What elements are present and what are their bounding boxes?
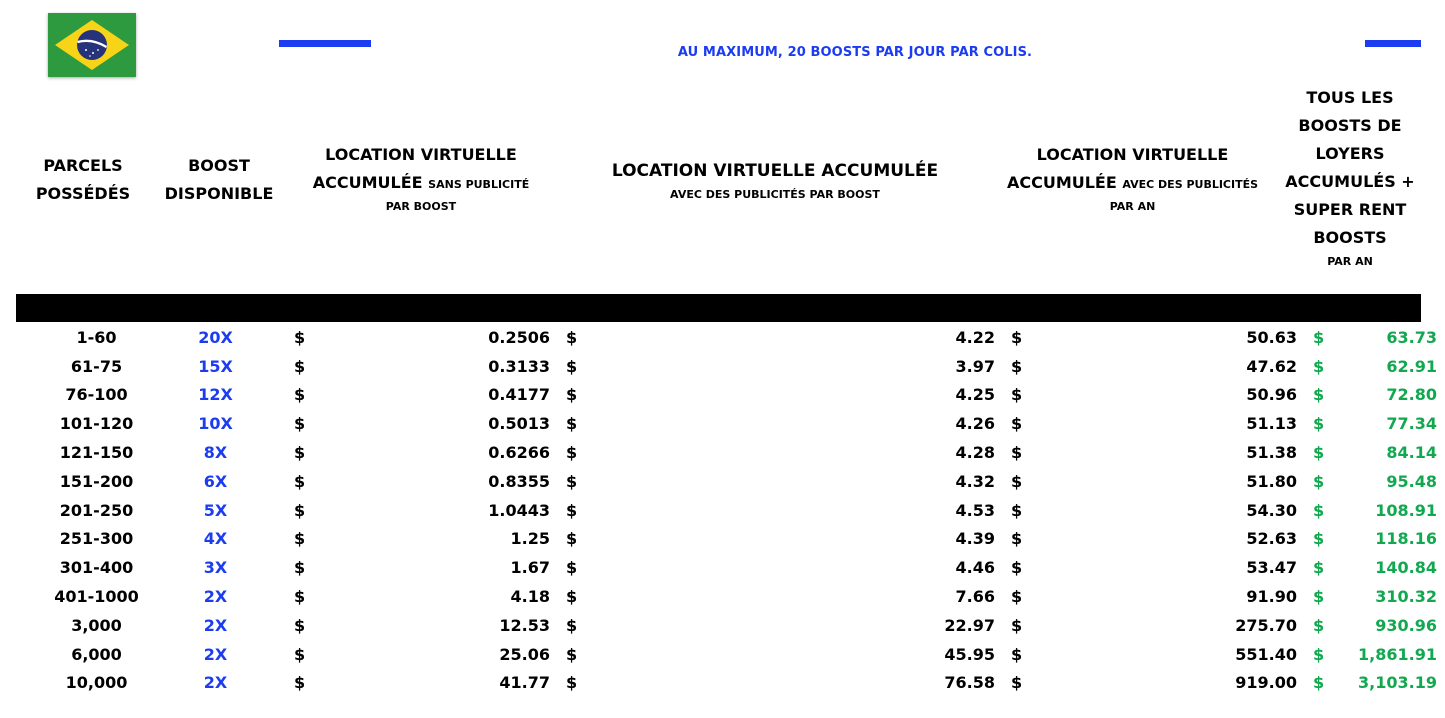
rent-no-ads-cell: 41.77 (499, 673, 550, 693)
super-rent-cell: 63.73 (1386, 327, 1437, 347)
boost-cell: 2X (203, 587, 228, 607)
parcels-cell: 201-250 (59, 500, 134, 520)
currency-cell: $ (294, 644, 306, 664)
currency-cell: $ (1011, 443, 1023, 463)
header-boost: BOOST DISPONIBLE (164, 156, 274, 203)
currency-cell: $ (1011, 471, 1023, 491)
boost-cell: 5X (203, 500, 228, 520)
currency-cell: $ (1011, 385, 1023, 405)
header-parcels: PARCELS POSSÉDÉS (35, 156, 131, 203)
parcels-cell: 101-120 (59, 414, 134, 434)
currency-cell: $ (294, 471, 306, 491)
currency-cell: $ (294, 500, 306, 520)
rent-no-ads-cell: 0.6266 (488, 443, 550, 463)
spacer-cell (254, 611, 294, 640)
rent-no-ads-cell: 4.18 (510, 587, 550, 607)
header-divider-band (16, 294, 1421, 322)
boost-cell: 2X (203, 673, 228, 693)
currency-cell: $ (566, 356, 578, 376)
table-row (16, 352, 1445, 381)
currency-cell: $ (1313, 615, 1325, 635)
rent-per-year-cell: 53.47 (1246, 558, 1297, 578)
currency-cell: $ (1313, 443, 1325, 463)
rent-with-ads-cell: 4.25 (955, 385, 995, 405)
rent-no-ads-cell: 1.67 (510, 558, 550, 578)
currency-cell: $ (1313, 529, 1325, 549)
super-rent-cell: 84.14 (1386, 443, 1437, 463)
parcels-cell: 151-200 (59, 471, 134, 491)
currency-cell: $ (1313, 500, 1325, 520)
rent-per-year-cell: 51.13 (1246, 414, 1297, 434)
currency-cell: $ (1313, 558, 1325, 578)
currency-cell: $ (294, 356, 306, 376)
header-super-rent: TOUS LES BOOSTS DE LOYERS ACCUMULÉS + SUPER RENT BOOSTS PAR AN (1285, 88, 1415, 268)
spacer-cell (254, 409, 294, 438)
currency-cell: $ (1313, 356, 1325, 376)
rent-with-ads-cell: 7.66 (955, 587, 995, 607)
currency-cell: $ (294, 587, 306, 607)
rent-no-ads-cell: 25.06 (499, 644, 550, 664)
header-rent-no-ads: LOCATION VIRTUELLE ACCUMULÉE SANS PUBLICITÉ PAR BOOST (312, 145, 530, 213)
rent-with-ads-cell: 4.46 (955, 558, 995, 578)
currency-cell: $ (294, 558, 306, 578)
header-rent-per-year: LOCATION VIRTUELLE ACCUMULÉE AVEC DES PUBLICITÉS PAR AN (1006, 145, 1259, 213)
parcels-cell: 121-150 (59, 443, 134, 463)
spacer-cell (254, 438, 294, 467)
currency-cell: $ (566, 673, 578, 693)
boost-limit-note: AU MAXIMUM, 20 BOOSTS PAR JOUR PAR COLIS. (677, 45, 1033, 60)
rent-with-ads-cell: 4.28 (955, 443, 995, 463)
rent-per-year-cell: 51.80 (1246, 471, 1297, 491)
currency-cell: $ (566, 644, 578, 664)
super-rent-cell: 1,861.91 (1358, 644, 1437, 664)
parcels-cell: 6,000 (71, 644, 122, 664)
rent-with-ads-cell: 4.22 (955, 327, 995, 347)
currency-cell: $ (1313, 587, 1325, 607)
boost-cell: 10X (198, 414, 233, 434)
currency-cell: $ (1011, 500, 1023, 520)
rent-per-year-cell: 919.00 (1235, 673, 1297, 693)
rent-per-year-cell: 275.70 (1235, 615, 1297, 635)
boost-cell: 4X (203, 529, 228, 549)
currency-cell: $ (1313, 327, 1325, 347)
super-rent-cell: 77.34 (1386, 414, 1437, 434)
currency-cell: $ (294, 327, 306, 347)
table-row (16, 409, 1445, 438)
boost-cell: 6X (203, 471, 228, 491)
header-rent-with-ads: LOCATION VIRTUELLE ACCUMULÉE AVEC DES PUBLICITÉS PAR BOOST (611, 161, 939, 201)
parcels-cell: 3,000 (71, 615, 122, 635)
parcels-cell: 1-60 (76, 327, 117, 347)
rent-no-ads-cell: 0.8355 (488, 471, 550, 491)
rent-per-year-cell: 91.90 (1246, 587, 1297, 607)
rent-with-ads-cell: 76.58 (944, 673, 995, 693)
currency-cell: $ (1011, 558, 1023, 578)
super-rent-cell: 3,103.19 (1358, 673, 1437, 693)
spacer-cell (254, 582, 294, 611)
super-rent-cell: 72.80 (1386, 385, 1437, 405)
super-rent-cell: 118.16 (1375, 529, 1437, 549)
boost-cell: 12X (198, 385, 233, 405)
boost-cell: 2X (203, 644, 228, 664)
currency-cell: $ (1313, 414, 1325, 434)
rent-per-year-cell: 50.63 (1246, 327, 1297, 347)
spacer-cell (254, 467, 294, 496)
currency-cell: $ (566, 471, 578, 491)
spacer-cell (254, 525, 294, 554)
table-row (16, 438, 1445, 467)
super-rent-cell: 310.32 (1375, 587, 1437, 607)
rent-no-ads-cell: 0.5013 (488, 414, 550, 434)
spacer-cell (254, 553, 294, 582)
currency-cell: $ (1313, 471, 1325, 491)
table-row (16, 467, 1445, 496)
currency-cell: $ (566, 385, 578, 405)
currency-cell: $ (566, 443, 578, 463)
boost-cell: 20X (198, 327, 233, 347)
rent-with-ads-cell: 22.97 (944, 615, 995, 635)
currency-cell: $ (294, 385, 306, 405)
rent-table (16, 323, 1445, 697)
boost-cell: 15X (198, 356, 233, 376)
rent-with-ads-cell: 4.39 (955, 529, 995, 549)
rent-no-ads-cell: 1.0443 (488, 500, 550, 520)
currency-cell: $ (1011, 587, 1023, 607)
currency-cell: $ (1011, 615, 1023, 635)
super-rent-cell: 62.91 (1386, 356, 1437, 376)
currency-cell: $ (1011, 327, 1023, 347)
currency-cell: $ (1011, 414, 1023, 434)
rent-with-ads-cell: 4.53 (955, 500, 995, 520)
rent-per-year-cell: 551.40 (1235, 644, 1297, 664)
currency-cell: $ (1313, 385, 1325, 405)
spacer-cell (254, 496, 294, 525)
table-row (16, 553, 1445, 582)
currency-cell: $ (566, 327, 578, 347)
currency-cell: $ (566, 529, 578, 549)
parcels-cell: 401-1000 (54, 587, 139, 607)
currency-cell: $ (1313, 644, 1325, 664)
boost-cell: 2X (203, 615, 228, 635)
super-rent-cell: 95.48 (1386, 471, 1437, 491)
rent-no-ads-cell: 0.2506 (488, 327, 550, 347)
rent-per-year-cell: 47.62 (1246, 356, 1297, 376)
rent-per-year-cell: 54.30 (1246, 500, 1297, 520)
currency-cell: $ (1011, 356, 1023, 376)
currency-cell: $ (1313, 673, 1325, 693)
parcels-cell: 10,000 (65, 673, 128, 693)
rent-with-ads-cell: 4.32 (955, 471, 995, 491)
accent-bar-right (1365, 40, 1421, 47)
currency-cell: $ (566, 414, 578, 434)
spacer-cell (254, 669, 294, 698)
currency-cell: $ (294, 529, 306, 549)
rent-with-ads-cell: 4.26 (955, 414, 995, 434)
table-row (16, 582, 1445, 611)
currency-cell: $ (1011, 644, 1023, 664)
table-row (16, 640, 1445, 669)
currency-cell: $ (1011, 673, 1023, 693)
rent-per-year-cell: 50.96 (1246, 385, 1297, 405)
currency-cell: $ (1011, 529, 1023, 549)
rent-no-ads-cell: 1.25 (510, 529, 550, 549)
currency-cell: $ (294, 673, 306, 693)
rent-with-ads-cell: 45.95 (944, 644, 995, 664)
rent-no-ads-cell: 0.3133 (488, 356, 550, 376)
parcels-cell: 251-300 (59, 529, 134, 549)
accent-bar-left (279, 40, 371, 47)
table-row (16, 323, 1445, 352)
rent-no-ads-cell: 12.53 (499, 615, 550, 635)
rent-with-ads-cell: 3.97 (955, 356, 995, 376)
super-rent-cell: 140.84 (1375, 558, 1437, 578)
currency-cell: $ (294, 615, 306, 635)
boost-cell: 3X (203, 558, 228, 578)
table-row (16, 381, 1445, 410)
super-rent-cell: 930.96 (1375, 615, 1437, 635)
spacer-cell (254, 323, 294, 352)
spacer-cell (254, 352, 294, 381)
table-row (16, 669, 1445, 698)
currency-cell: $ (566, 587, 578, 607)
currency-cell: $ (566, 500, 578, 520)
boost-cell: 8X (203, 443, 228, 463)
parcels-cell: 76-100 (65, 385, 128, 405)
currency-cell: $ (294, 443, 306, 463)
rent-per-year-cell: 52.63 (1246, 529, 1297, 549)
currency-cell: $ (566, 615, 578, 635)
parcels-cell: 301-400 (59, 558, 134, 578)
table-row (16, 525, 1445, 554)
parcels-cell: 61-75 (70, 356, 123, 376)
currency-cell: $ (294, 414, 306, 434)
spacer-cell (254, 381, 294, 410)
rent-per-year-cell: 51.38 (1246, 443, 1297, 463)
rent-no-ads-cell: 0.4177 (488, 385, 550, 405)
super-rent-cell: 108.91 (1375, 500, 1437, 520)
brazil-flag-icon (48, 13, 136, 77)
spacer-cell (254, 640, 294, 669)
table-row (16, 611, 1445, 640)
table-row (16, 496, 1445, 525)
currency-cell: $ (566, 558, 578, 578)
